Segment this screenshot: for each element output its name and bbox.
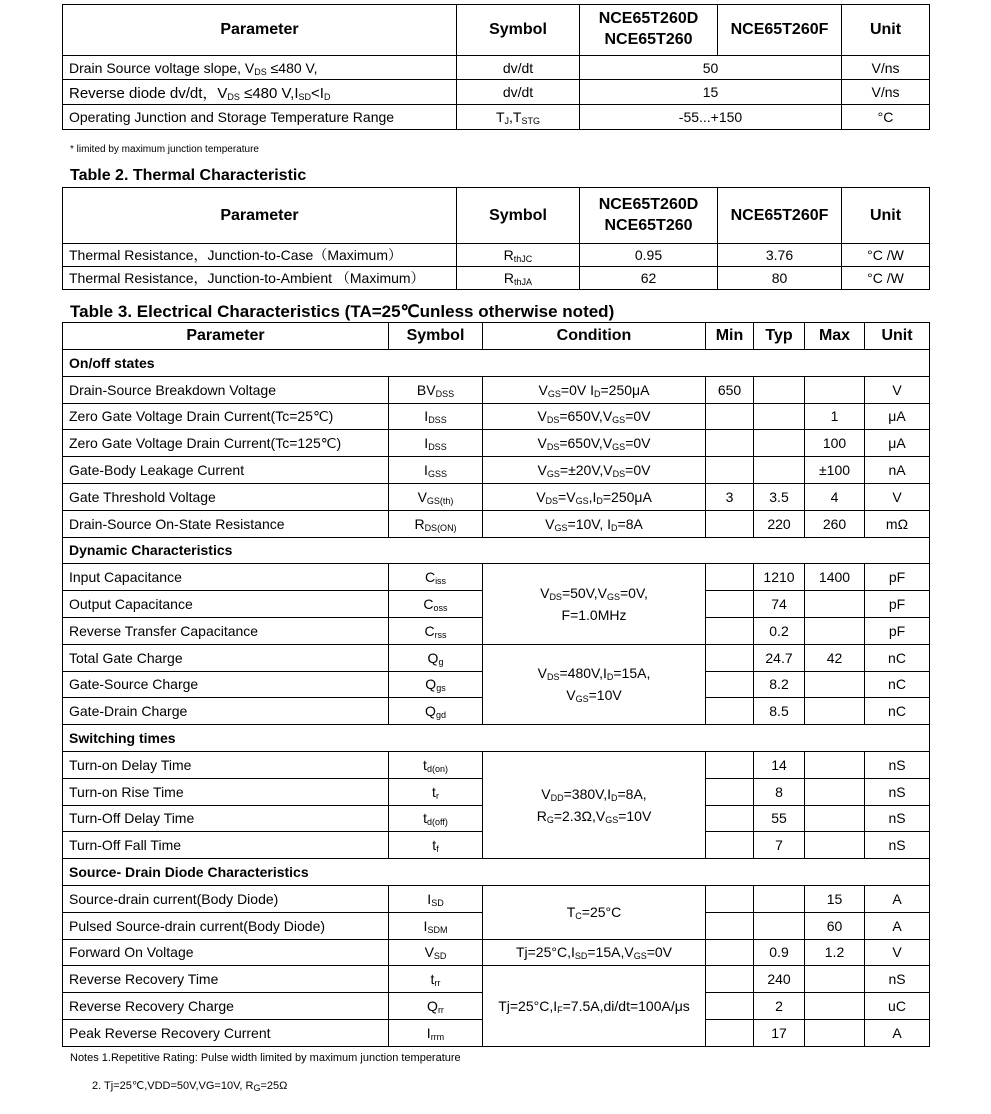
- unit-cell: pF: [865, 617, 930, 644]
- symbol-cell: $C_{oss}$: [389, 591, 483, 618]
- symbol-cell: $Q_{gd}$: [389, 698, 483, 725]
- max-cell: [805, 832, 865, 859]
- unit-cell: °C /W: [842, 244, 930, 267]
- max-cell: [805, 591, 865, 618]
- condition-cell: $V_{DS}=480V,I_D=15A$, $V_{GS}=10V$: [483, 644, 706, 724]
- typ-cell: 0.9: [754, 939, 805, 966]
- min-cell: [706, 885, 754, 912]
- typ-cell: 2: [754, 993, 805, 1020]
- max-cell: [805, 671, 865, 698]
- symbol-cell: $R_{DS(ON)}$: [389, 510, 483, 537]
- condition-cell: $Tj=25^\circ C,I_F=7.5A,di/dt=100A/\mu s$: [483, 966, 706, 1046]
- param-cell: Turn-Off Delay Time: [63, 805, 389, 832]
- table-row: [63, 966, 930, 993]
- typ-cell: 3.5: [754, 483, 805, 510]
- unit-cell: V/ns: [842, 56, 930, 80]
- section-header-row: [63, 350, 930, 377]
- typ-cell: [754, 403, 805, 430]
- symbol-cell: $I_{rrm}$: [389, 1019, 483, 1046]
- max-cell: [805, 376, 865, 403]
- section-title: On/off states: [63, 350, 930, 377]
- thermal-table: [62, 187, 930, 290]
- unit-cell: pF: [865, 591, 930, 618]
- symbol-cell: $V_{GS(th)}$: [389, 483, 483, 510]
- symbol-cell: $BV_{DSS}$: [389, 376, 483, 403]
- table-row: [63, 939, 930, 966]
- max-cell: [805, 966, 865, 993]
- section-header-row: [63, 537, 930, 564]
- typ-cell: 7: [754, 832, 805, 859]
- col-header-part-a: NCE65T260D NCE65T260: [580, 5, 718, 56]
- param-cell: Forward On Voltage: [63, 939, 389, 966]
- param-cell: Turn-on Rise Time: [63, 778, 389, 805]
- max-cell: 1: [805, 403, 865, 430]
- param-cell: Gate Threshold Voltage: [63, 483, 389, 510]
- unit-cell: μA: [865, 403, 930, 430]
- unit-cell: uC: [865, 993, 930, 1020]
- min-cell: [706, 617, 754, 644]
- typ-cell: 1210: [754, 564, 805, 591]
- min-cell: 650: [706, 376, 754, 403]
- param-cell: Zero Gate Voltage Drain Current(Tc=25℃): [63, 403, 389, 430]
- table-row: [63, 403, 930, 430]
- min-cell: [706, 751, 754, 778]
- table-row: [63, 457, 930, 484]
- unit-cell: nC: [865, 698, 930, 725]
- typ-cell: 8: [754, 778, 805, 805]
- value-cell: 0.95: [580, 244, 718, 267]
- unit-cell: V: [865, 939, 930, 966]
- symbol-cell: $t_f$: [389, 832, 483, 859]
- unit-cell: V/ns: [842, 80, 930, 105]
- col-header-unit: Unit: [842, 188, 930, 244]
- min-cell: [706, 430, 754, 457]
- param-cell: Turn-Off Fall Time: [63, 832, 389, 859]
- unit-cell: nC: [865, 671, 930, 698]
- typ-cell: 24.7: [754, 644, 805, 671]
- param-cell: Drain-Source Breakdown Voltage: [63, 376, 389, 403]
- param-cell: Turn-on Delay Time: [63, 751, 389, 778]
- symbol-cell: $t_{d(on)}$: [389, 751, 483, 778]
- value-cell: 15: [580, 80, 842, 105]
- max-cell: 4: [805, 483, 865, 510]
- value-cell: 3.76: [718, 244, 842, 267]
- min-cell: [706, 993, 754, 1020]
- condition-cell: $V_{DS}=650V,V_{GS}=0V$: [483, 403, 706, 430]
- min-cell: [706, 912, 754, 939]
- table-row: [63, 751, 930, 778]
- min-cell: [706, 644, 754, 671]
- unit-cell: mΩ: [865, 510, 930, 537]
- param-cell: Output Capacitance: [63, 591, 389, 618]
- col-header-parameter: Parameter: [63, 323, 389, 350]
- max-cell: 100: [805, 430, 865, 457]
- notes-line-1: Notes 1.Repetitive Rating: Pulse width limited by maximum junction temperature: [70, 1052, 461, 1064]
- max-cell: [805, 617, 865, 644]
- param-cell: Gate-Source Charge: [63, 671, 389, 698]
- min-cell: [706, 698, 754, 725]
- param-cell: Reverse Recovery Charge: [63, 993, 389, 1020]
- unit-cell: nA: [865, 457, 930, 484]
- param-cell: Drain-Source On-State Resistance: [63, 510, 389, 537]
- param-cell: Source-drain current(Body Diode): [63, 885, 389, 912]
- param-cell: Reverse Recovery Time: [63, 966, 389, 993]
- symbol-cell: $V_{SD}$: [389, 939, 483, 966]
- unit-cell: nC: [865, 644, 930, 671]
- condition-cell: $V_{GS}=0V$ $I_D=250\mu A$: [483, 376, 706, 403]
- value-cell: 50: [580, 56, 842, 80]
- typ-cell: [754, 376, 805, 403]
- max-cell: ±100: [805, 457, 865, 484]
- section-title: Dynamic Characteristics: [63, 537, 930, 564]
- condition-cell: $V_{GS}=\pm 20V,V_{DS}=0V$: [483, 457, 706, 484]
- symbol-cell: $t_{d(off)}$: [389, 805, 483, 832]
- unit-cell: nS: [865, 805, 930, 832]
- symbol-cell: dv/dt: [457, 56, 580, 80]
- typ-cell: 14: [754, 751, 805, 778]
- unit-cell: V: [865, 483, 930, 510]
- table-row: [63, 644, 930, 671]
- table-row: [63, 430, 930, 457]
- table2-title: Table 2. Thermal Characteristic: [70, 167, 307, 184]
- max-cell: 1400: [805, 564, 865, 591]
- param-cell: Thermal Resistance，Junction-to-Case（Maximum）: [63, 244, 457, 267]
- table-row: [63, 56, 930, 80]
- typ-cell: 55: [754, 805, 805, 832]
- typ-cell: [754, 430, 805, 457]
- unit-cell: A: [865, 1019, 930, 1046]
- table-row: [63, 376, 930, 403]
- unit-cell: nS: [865, 751, 930, 778]
- param-cell: Input Capacitance: [63, 564, 389, 591]
- typ-cell: [754, 912, 805, 939]
- unit-cell: °C /W: [842, 267, 930, 290]
- min-cell: [706, 966, 754, 993]
- typ-cell: 8.2: [754, 671, 805, 698]
- unit-cell: nS: [865, 832, 930, 859]
- col-header-min: Min: [706, 323, 754, 350]
- condition-cell: $V_{DS}=650V,V_{GS}=0V$: [483, 430, 706, 457]
- col-header-unit: Unit: [865, 323, 930, 350]
- symbol-cell: $T_J,T_{STG}$: [457, 105, 580, 130]
- unit-cell: °C: [842, 105, 930, 130]
- max-cell: 42: [805, 644, 865, 671]
- symbol-cell: $I_{DSS}$: [389, 430, 483, 457]
- symbol-cell: $I_{DSS}$: [389, 403, 483, 430]
- max-cell: 260: [805, 510, 865, 537]
- min-cell: [706, 591, 754, 618]
- symbol-cell: $Q_{gs}$: [389, 671, 483, 698]
- col-header-part-b: NCE65T260F: [718, 188, 842, 244]
- max-cell: [805, 698, 865, 725]
- symbol-cell: $R_{thJC}$: [457, 244, 580, 267]
- min-cell: [706, 939, 754, 966]
- symbol-cell: $I_{SD}$: [389, 885, 483, 912]
- table-row: [63, 244, 930, 267]
- min-cell: [706, 457, 754, 484]
- min-cell: [706, 564, 754, 591]
- unit-cell: pF: [865, 564, 930, 591]
- value-cell: 62: [580, 267, 718, 290]
- symbol-cell: $t_r$: [389, 778, 483, 805]
- min-cell: [706, 805, 754, 832]
- min-cell: 3: [706, 483, 754, 510]
- section-title: Source- Drain Diode Characteristics: [63, 859, 930, 886]
- unit-cell: nS: [865, 778, 930, 805]
- param-cell: Peak Reverse Recovery Current: [63, 1019, 389, 1046]
- min-cell: [706, 510, 754, 537]
- col-header-symbol: Symbol: [457, 5, 580, 56]
- typ-cell: 74: [754, 591, 805, 618]
- col-header-unit: Unit: [842, 5, 930, 56]
- table-row: [63, 483, 930, 510]
- symbol-cell: $C_{rss}$: [389, 617, 483, 644]
- typ-cell: 17: [754, 1019, 805, 1046]
- param-cell: Reverse Transfer Capacitance: [63, 617, 389, 644]
- symbol-cell: $R_{thJA}$: [457, 267, 580, 290]
- notes-line-2: 2. Tj=25℃,VDD=50V,VG=10V, $R_G=25\Omega$: [92, 1080, 288, 1093]
- min-cell: [706, 778, 754, 805]
- unit-cell: V: [865, 376, 930, 403]
- condition-cell: $V_{DD}=380V,I_D=8A$, $R_G=2.3\Omega,V_{GS}=10V$: [483, 751, 706, 858]
- symbol-cell: $t_{rr}$: [389, 966, 483, 993]
- unit-cell: A: [865, 885, 930, 912]
- table1-footnote: * limited by maximum junction temperature: [70, 144, 259, 155]
- col-header-parameter: Parameter: [63, 188, 457, 244]
- min-cell: [706, 1019, 754, 1046]
- max-cell: 15: [805, 885, 865, 912]
- condition-cell: $V_{DS}=50V,V_{GS}=0V$, F=1.0MHz: [483, 564, 706, 644]
- col-header-part-a: NCE65T260D NCE65T260: [580, 188, 718, 244]
- max-cell: [805, 778, 865, 805]
- condition-cell: $V_{DS}=V_{GS},I_D=250\mu A$: [483, 483, 706, 510]
- col-header-typ: Typ: [754, 323, 805, 350]
- typ-cell: 220: [754, 510, 805, 537]
- typ-cell: 240: [754, 966, 805, 993]
- min-cell: [706, 403, 754, 430]
- value-cell: 80: [718, 267, 842, 290]
- col-header-symbol: Symbol: [457, 188, 580, 244]
- symbol-cell: $Q_{rr}$: [389, 993, 483, 1020]
- electrical-table: [62, 322, 930, 1047]
- param-cell: Reverse diode dv/dt，$V_{DS} \le 480$ $V,I_{SD}<I_D$: [63, 80, 457, 105]
- value-cell: -55...+150: [580, 105, 842, 130]
- max-cell: [805, 1019, 865, 1046]
- table3-title: Table 3. Electrical Characteristics (TA=25℃unless otherwise noted): [70, 302, 615, 321]
- unit-cell: nS: [865, 966, 930, 993]
- min-cell: [706, 671, 754, 698]
- symbol-cell: $I_{GSS}$: [389, 457, 483, 484]
- col-header-parameter: Parameter: [63, 5, 457, 56]
- table-row: [63, 564, 930, 591]
- max-ratings-table: [62, 4, 930, 130]
- condition-cell: $Tj=25^\circ C,I_{SD}=15A,V_{GS}=0V$: [483, 939, 706, 966]
- section-header-row: [63, 859, 930, 886]
- col-header-part-b: NCE65T260F: [718, 5, 842, 56]
- param-cell: Drain Source voltage slope, $V_{DS} \le 480$ V,: [63, 56, 457, 80]
- param-cell: Thermal Resistance，Junction-to-Ambient （Maximum）: [63, 267, 457, 290]
- col-header-max: Max: [805, 323, 865, 350]
- condition-cell: $T_C=25^\circ C$: [483, 885, 706, 939]
- max-cell: [805, 751, 865, 778]
- min-cell: [706, 832, 754, 859]
- unit-cell: μA: [865, 430, 930, 457]
- section-header-row: [63, 725, 930, 752]
- section-title: Switching times: [63, 725, 930, 752]
- max-cell: 1.2: [805, 939, 865, 966]
- condition-cell: $V_{GS}=10V$, $I_D=8A$: [483, 510, 706, 537]
- param-cell: Total Gate Charge: [63, 644, 389, 671]
- table-row: [63, 510, 930, 537]
- table-row: [63, 885, 930, 912]
- table-row: [63, 105, 930, 130]
- param-cell: Operating Junction and Storage Temperature Range: [63, 105, 457, 130]
- unit-cell: A: [865, 912, 930, 939]
- symbol-cell: $C_{iss}$: [389, 564, 483, 591]
- typ-cell: 0.2: [754, 617, 805, 644]
- symbol-cell: $I_{SDM}$: [389, 912, 483, 939]
- symbol-cell: $Q_g$: [389, 644, 483, 671]
- table-row: [63, 80, 930, 105]
- typ-cell: [754, 885, 805, 912]
- param-cell: Gate-Drain Charge: [63, 698, 389, 725]
- typ-cell: [754, 457, 805, 484]
- param-cell: Gate-Body Leakage Current: [63, 457, 389, 484]
- param-cell: Pulsed Source-drain current(Body Diode): [63, 912, 389, 939]
- param-cell: Zero Gate Voltage Drain Current(Tc=125℃): [63, 430, 389, 457]
- table-row: [63, 267, 930, 290]
- symbol-cell: dv/dt: [457, 80, 580, 105]
- max-cell: [805, 993, 865, 1020]
- typ-cell: 8.5: [754, 698, 805, 725]
- col-header-symbol: Symbol: [389, 323, 483, 350]
- max-cell: 60: [805, 912, 865, 939]
- max-cell: [805, 805, 865, 832]
- col-header-condition: Condition: [483, 323, 706, 350]
